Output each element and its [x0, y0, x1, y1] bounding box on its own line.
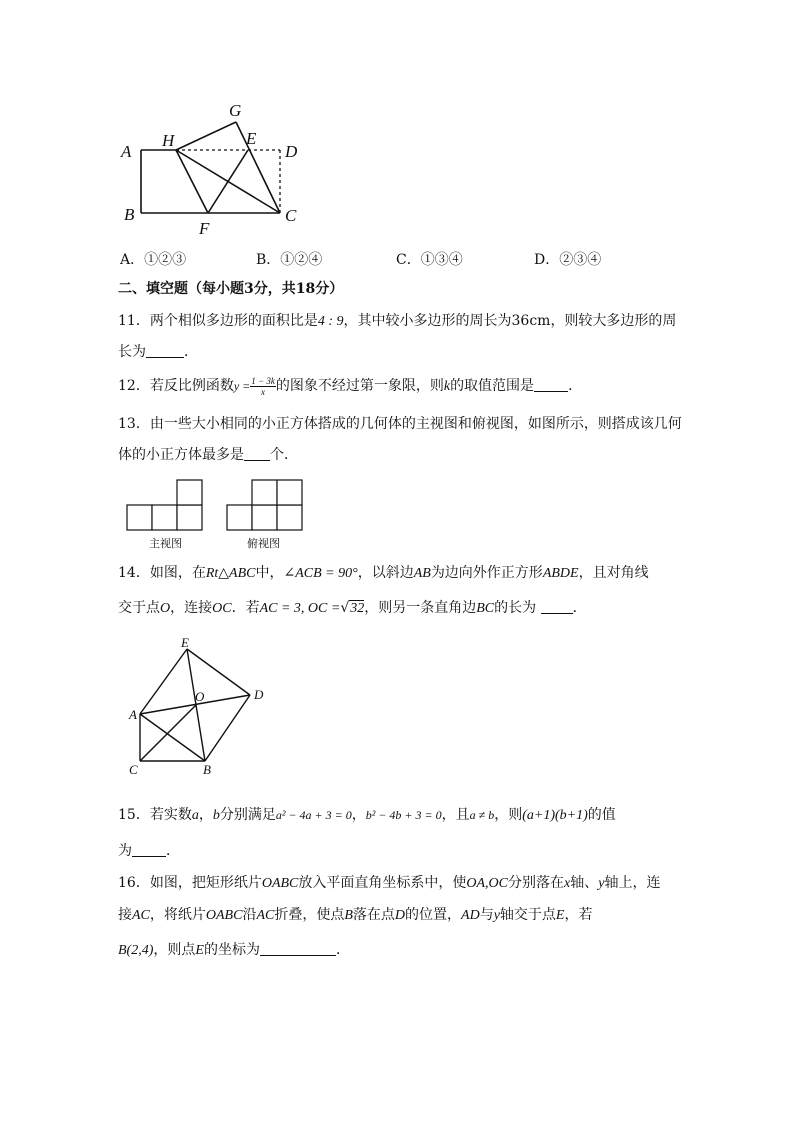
- front-cube: [177, 480, 202, 505]
- q16-line1: 16．如图，把矩形纸片OABC放入平面直角坐标系中，使OA,OC分别落在x轴、y轴上，连: [118, 875, 661, 891]
- choice-d: D．②③④: [534, 252, 602, 268]
- label-B: B: [203, 762, 211, 777]
- q13-line1: 13．由一些大小相同的小正方体搭成的几何体的主视图和俯视图，如图所示，则搭成该几何: [118, 416, 682, 432]
- q12-fraction: $\frac{1 - 3k}{x}$: [251, 375, 275, 397]
- figure-q10: [118, 96, 318, 241]
- answer-blank-q14[interactable]: [541, 599, 573, 614]
- label-E: E: [246, 129, 257, 148]
- front-cube: [152, 505, 177, 530]
- segment-AE: [140, 649, 187, 714]
- top-cube: [252, 480, 277, 505]
- top-cube: [252, 505, 277, 530]
- q13-line2: 体的小正方体最多是 个．: [118, 447, 298, 463]
- answer-blank-q13[interactable]: [244, 446, 270, 461]
- front-view-label: 主视图: [149, 537, 182, 550]
- label-C: C: [285, 206, 297, 225]
- front-cube: [177, 505, 202, 530]
- answer-blank-q12[interactable]: [534, 377, 568, 392]
- choice-a: A．①②③: [120, 252, 187, 268]
- choice-b: B．①②④: [256, 252, 323, 268]
- label-A: A: [129, 707, 137, 722]
- segment-HG: [176, 122, 236, 150]
- q12-line: 12．若反比例函数y = $\frac{1 - 3k}{x}$ 的图象不经过第一象限，则k的取值范围是 ．: [118, 375, 583, 397]
- label-F: F: [199, 219, 210, 238]
- section-heading: 二、填空题（每小题3分，共18分）: [118, 281, 344, 297]
- label-D: D: [285, 142, 298, 161]
- label-D: D: [254, 687, 264, 702]
- figure-q13: [118, 474, 318, 554]
- segment-BA: [140, 714, 205, 761]
- q14-line2: 交于点O，连接OC．若AC = 3, OC =√32，则另一条直角边BC的长为 ．: [118, 600, 587, 616]
- top-view-label: 俯视图: [247, 537, 280, 550]
- segment-FE: [208, 150, 248, 213]
- q15-line2: 为 ．: [118, 843, 180, 859]
- answer-blank-q15[interactable]: [132, 842, 166, 857]
- label-E: E: [181, 635, 189, 650]
- label-G: G: [229, 101, 242, 120]
- q11-line1: 11．两个相似多边形的面积比是4 : 9，其中较小多边形的周长为36cm，则较大多边形的周: [118, 313, 677, 329]
- label-B: B: [124, 205, 135, 224]
- top-cube: [227, 505, 252, 530]
- choice-c: C．①③④: [396, 252, 463, 268]
- top-cube: [277, 480, 302, 505]
- label-A: A: [121, 142, 132, 161]
- figure-q14: [118, 632, 278, 782]
- q16-line3: B(2,4)，则点E的坐标为 ．: [118, 942, 350, 958]
- segment-CO: [140, 705, 196, 761]
- front-cube: [127, 505, 152, 530]
- answer-blank-q11[interactable]: [146, 343, 184, 358]
- q14-line1: 14．如图，在Rt△ABC中，∠ACB = 90°，以斜边AB为边向外作正方形ABDE，且对角线: [118, 565, 649, 581]
- q16-line2: 接AC，将纸片OABC沿AC折叠，使点B落在点D的位置，AD与y轴交于点E，若: [118, 907, 593, 923]
- segment-DB: [205, 695, 250, 761]
- answer-blank-q16[interactable]: [260, 941, 336, 956]
- label-O: O: [195, 689, 205, 704]
- top-cube: [277, 505, 302, 530]
- q11-line2: 长为 ．: [118, 344, 198, 360]
- label-C: C: [129, 762, 138, 777]
- label-H: H: [162, 131, 175, 150]
- q15-line1: 15．若实数a，b分别满足a² − 4a + 3 = 0，b² − 4b + 3 = 0，且a ≠ b，则(a+1)(b+1)的值: [118, 807, 616, 823]
